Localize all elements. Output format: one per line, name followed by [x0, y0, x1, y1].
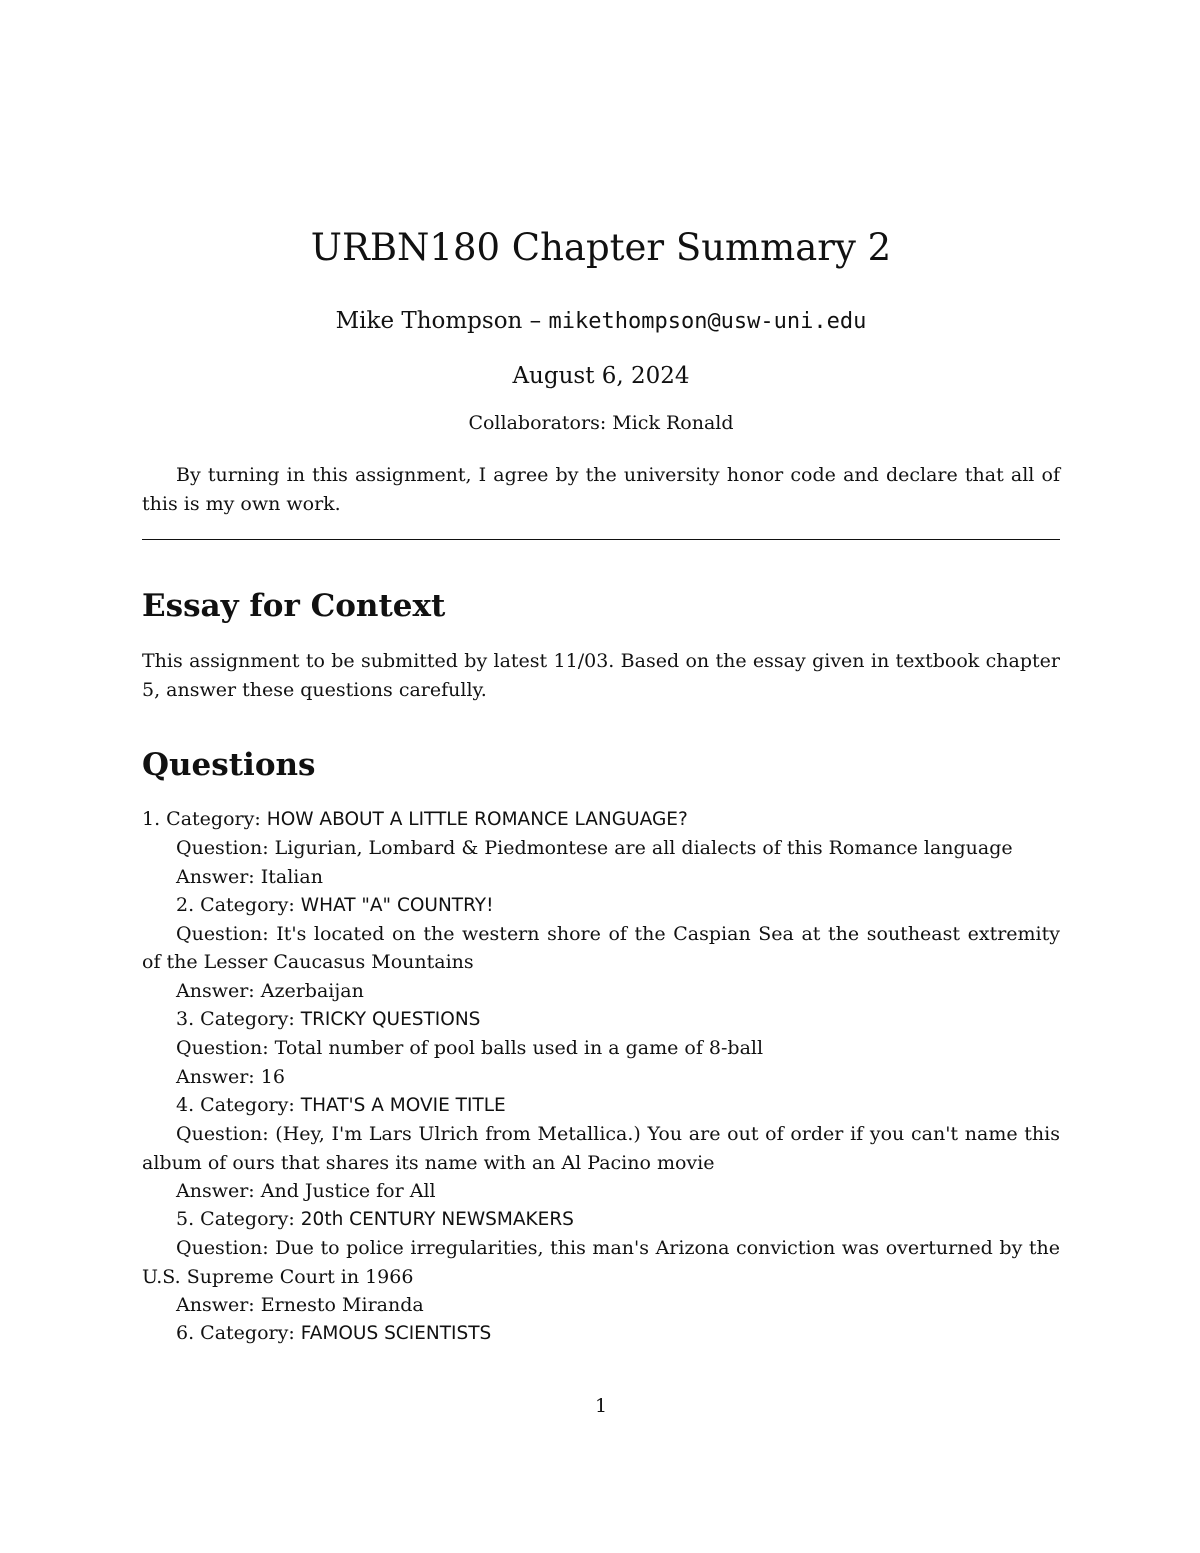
category-prefix: 3. Category: [176, 1008, 301, 1031]
author-separator: – [522, 308, 549, 334]
document-title: URBN180 Chapter Summary 2 [310, 226, 892, 269]
category-name: HOW ABOUT A LITTLE ROMANCE LANGUAGE? [266, 809, 688, 830]
category-name: WHAT "A" COUNTRY! [300, 894, 494, 916]
document-page [142, 0, 1060, 1553]
section-heading-essay: Essay for Context [142, 588, 446, 624]
category-prefix: 5. Category: [176, 1208, 301, 1231]
question-text: Question: Ligurian, Lombard & Piedmontese are all dialects of this Romance language [176, 837, 1013, 860]
category-prefix: 6. Category: [176, 1322, 301, 1345]
category-name: 20th CENTURY NEWSMAKERS [300, 1209, 574, 1231]
question-category-line [142, 1205, 1060, 1234]
question-category-line [142, 1319, 1060, 1348]
answer-text: Answer: Ernesto Miranda [176, 1294, 424, 1317]
question-category-line [142, 805, 1060, 834]
question-category-line [142, 1005, 1060, 1034]
section-heading-questions: Questions [142, 747, 316, 783]
author-name: Mike Thompson [335, 308, 523, 334]
category-name: TRICKY QUESTIONS [300, 1009, 481, 1031]
essay-paragraph: This assignment to be submitted by latest 11/03. Based on the essay given in textbook chapter 5, answer these questions carefully. [142, 650, 1060, 701]
category-prefix: 1. Category: [142, 808, 267, 830]
question-text: Question: (Hey, I'm Lars Ulrich from Metallica.) You are out of order if you can't name this album of ours that shares its name with an Al Pacino movie [142, 1123, 1060, 1174]
category-prefix: 4. Category: [176, 1093, 301, 1116]
horizontal-rule [142, 539, 1060, 540]
answer-text: Answer: And Justice for All [176, 1179, 436, 1202]
page-number: 1 [594, 1395, 608, 1417]
category-name: THAT'S A MOVIE TITLE [300, 1094, 506, 1116]
category-name: FAMOUS SCIENTISTS [300, 1323, 492, 1345]
questions-list [142, 805, 1060, 1349]
question-text: Question: Total number of pool balls used in a game of 8-ball [176, 1037, 764, 1060]
document-date: August 6, 2024 [512, 363, 690, 389]
author-email: mikethompson@usw-uni.edu [548, 309, 867, 334]
answer-text: Answer: 16 [176, 1065, 285, 1088]
author-line [142, 305, 1060, 338]
answer-text: Answer: Italian [176, 865, 323, 888]
answer-text: Answer: Azerbaijan [176, 979, 364, 1002]
question-text: Question: It's located on the western shore of the Caspian Sea at the southeast extremity of the Lesser Caucasus Mountains [142, 923, 1060, 974]
collaborators: Collaborators: Mick Ronald [468, 412, 734, 434]
question-category-line [142, 891, 1060, 920]
honor-statement: By turning in this assignment, I agree by the university honor code and declare that all of this is my own work. [142, 464, 1060, 515]
question-text: Question: Due to police irregularities, this man's Arizona conviction was overturned by the U.S. Supreme Court in 1966 [142, 1237, 1060, 1288]
category-prefix: 2. Category: [176, 893, 301, 916]
question-category-line [142, 1091, 1060, 1120]
